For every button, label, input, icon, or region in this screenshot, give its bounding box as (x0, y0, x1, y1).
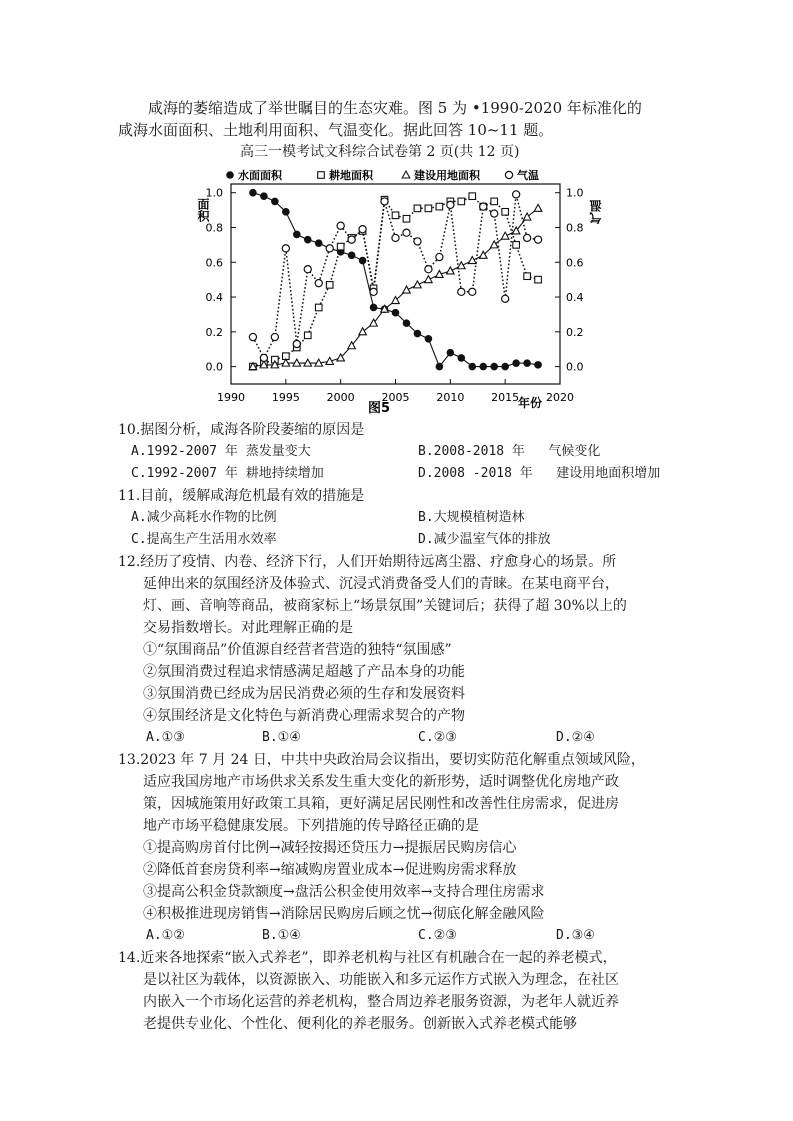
q10-option-c[interactable]: C.1992-2007 年 耕地持续增加 (131, 466, 324, 481)
data-point-temperature (260, 354, 267, 361)
q13-stem-line-2: 适应我国房地产市场供求关系发生重大变化的新形势，适时调整优化房地产政 (143, 774, 619, 790)
q12-option-b[interactable]: B.①④ (262, 730, 301, 745)
data-point-farmland-area (315, 304, 322, 311)
data-point-temperature (524, 234, 531, 241)
legend-marker-water-area (226, 171, 234, 179)
data-point-water-area (447, 349, 455, 357)
q13-stem-line-3: 策，因城施策用好政策工具箱，更好满足居民刚性和改善性住房需求，促进房 (143, 796, 619, 812)
legend-label-construction-land-area: 建设用地面积 (414, 169, 480, 182)
q10-option-b[interactable]: B.2008-2018 年 气候变化 (418, 444, 601, 459)
data-point-temperature (403, 229, 410, 236)
data-point-farmland-area (469, 193, 476, 200)
intro-line-1: 咸海的萎缩造成了举世瞩目的生态灾难。图 5 为 •1990-2020 年标准化的 (148, 99, 642, 117)
data-point-water-area (436, 363, 444, 371)
data-point-water-area (359, 257, 367, 265)
q12-stem-line-2: 延伸出来的氛围经济及体验式、沉浸式消费备受人们的青睐。在某电商平台， (143, 576, 619, 592)
x-tick-label: 2000 (326, 391, 355, 404)
data-point-water-area (315, 239, 323, 247)
y-left-tick-label: 0.2 (205, 325, 223, 339)
data-point-temperature (469, 288, 476, 295)
q13-stem-line-1: 13.2023 年 7 月 24 日，中共中央政治局会议指出，要切实防范化解重点领域风险， (118, 752, 645, 768)
data-point-temperature (534, 236, 541, 243)
data-point-water-area (468, 363, 476, 371)
data-point-temperature (304, 266, 311, 273)
legend-marker-temperature (505, 171, 512, 178)
q12-item-2: ②氛围消费过程追求情感满足超越了产品本身的功能 (143, 664, 465, 680)
q12-stem-line-3: 灯、画、音响等商品，被商家标上“场景氛围”关键词后；获得了超 30%以上的 (143, 598, 627, 614)
data-point-construction-land-area (458, 262, 466, 269)
data-point-farmland-area (403, 215, 410, 222)
x-tick-label: 1995 (271, 391, 300, 404)
y-left-tick-label: 0.0 (205, 360, 223, 374)
data-point-construction-land-area (414, 281, 422, 288)
q13-item-2: ②降低首套房贷利率→缩减购房置业成本→促进购房需求释放 (143, 862, 517, 878)
data-point-temperature (425, 266, 432, 273)
data-point-water-area (348, 252, 356, 260)
intro-line-2: 咸海水面面积、土地利用面积、气温变化。据此回答 10~11 题。 (118, 121, 554, 139)
data-point-temperature (392, 234, 399, 241)
data-point-water-area (304, 236, 312, 244)
legend-label-water-area: 水面面积 (238, 169, 282, 182)
q13-option-a[interactable]: A.①② (146, 928, 185, 943)
data-point-farmland-area (414, 205, 421, 212)
data-point-temperature (337, 222, 344, 229)
data-point-construction-land-area (501, 232, 509, 239)
y-left-tick-label: 1.0 (205, 186, 223, 200)
y-right-tick-label: 0.6 (566, 256, 584, 270)
data-point-temperature (359, 226, 366, 233)
data-point-water-area (249, 189, 257, 197)
y-left-tick-label: 0.6 (205, 256, 223, 270)
y-right-tick-label: 0.2 (566, 325, 584, 339)
data-point-water-area (501, 363, 509, 371)
data-point-water-area (392, 309, 400, 317)
x-axis-label: 年份 (518, 396, 543, 410)
y-right-tick-label: 0.8 (566, 221, 584, 235)
q11-option-a[interactable]: A.减少高耗水作物的比例 (131, 510, 277, 525)
data-point-farmland-area (458, 198, 465, 205)
data-point-construction-land-area (490, 241, 498, 248)
data-point-farmland-area (502, 209, 509, 216)
data-point-temperature (282, 245, 289, 252)
data-point-water-area (479, 363, 487, 371)
legend-marker-farmland-area (318, 172, 325, 179)
q10-option-d[interactable]: D.2008 -2018 年 建设用地面积增加 (418, 466, 661, 481)
data-point-water-area (370, 304, 378, 312)
data-point-temperature (458, 288, 465, 295)
data-point-water-area (403, 319, 411, 327)
q10-option-a[interactable]: A.1992-2007 年 蒸发量变大 (131, 444, 311, 459)
y-left-tick-label: 0.4 (205, 291, 223, 305)
data-point-construction-land-area (403, 286, 411, 293)
data-point-water-area (293, 231, 301, 239)
q12-item-3: ③氛围消费已经成为居民消费必须的生存和发展资料 (143, 686, 465, 702)
q10-stem: 10.据图分析，咸海各阶段萎缩的原因是 (118, 422, 365, 438)
data-point-temperature (271, 333, 278, 340)
legend-marker-construction-land-area (402, 171, 410, 178)
data-point-water-area (271, 198, 279, 206)
data-point-farmland-area (425, 205, 432, 212)
q13-option-c[interactable]: C.②③ (418, 928, 457, 943)
data-point-temperature (293, 340, 300, 347)
x-tick-label: 1990 (217, 391, 245, 404)
q12-option-d[interactable]: D.②④ (556, 730, 595, 745)
data-point-water-area (458, 354, 466, 362)
data-point-farmland-area (436, 203, 443, 210)
data-point-temperature (513, 191, 520, 198)
legend-label-temperature: 气温 (517, 169, 539, 182)
x-tick-label: 2015 (491, 391, 520, 404)
data-point-temperature (491, 210, 498, 217)
data-point-farmland-area (304, 332, 311, 339)
figure-5-chart (0, 160, 793, 422)
data-point-temperature (502, 295, 509, 302)
data-point-water-area (512, 359, 520, 367)
data-point-farmland-area (535, 276, 542, 283)
q13-stem-line-4: 地产市场平稳健康发展。下列措施的传导路径正确的是 (143, 818, 479, 834)
q12-option-a[interactable]: A.①③ (146, 730, 185, 745)
data-point-temperature (326, 245, 333, 252)
x-tick-label: 2020 (546, 391, 574, 404)
page-header: 高三一模考试文科综合试卷第 2 页(共 12 页) (240, 144, 520, 160)
q12-item-4: ④氛围经济是文化特色与新消费心理需求契合的产物 (143, 708, 465, 724)
data-point-construction-land-area (425, 276, 433, 283)
data-point-temperature (414, 238, 421, 245)
data-point-farmland-area (513, 242, 520, 249)
data-point-water-area (425, 335, 433, 343)
q11-stem: 11.目前，缓解咸海危机最有效的措施是 (118, 488, 365, 504)
q12-stem-line-4: 交易指数增长。对此理解正确的是 (143, 620, 353, 636)
q11-option-d[interactable]: D.减少温室气体的排放 (418, 532, 551, 547)
data-point-temperature (315, 280, 322, 287)
q13-item-1: ①提高购房首付比例→减轻按揭还贷压力→提振居民购房信心 (143, 840, 517, 856)
q11-option-b[interactable]: B.大规模植树造林 (418, 510, 525, 525)
y-right-tick-label: 1.0 (566, 186, 584, 200)
y-axis-right-label: 气温 (589, 200, 603, 224)
x-tick-label: 2005 (381, 391, 410, 404)
q14-stem-line-2: 是以社区为载体，以资源嵌入、功能嵌入和多元运作方式嵌入为理念，在社区 (143, 972, 619, 988)
data-point-water-area (534, 361, 542, 369)
data-point-temperature (480, 203, 487, 210)
q13-item-3: ③提高公积金贷款额度→盘活公积金使用效率→支持合理住房需求 (143, 884, 545, 900)
data-point-water-area (490, 363, 498, 371)
data-point-farmland-area (491, 198, 498, 205)
data-point-water-area (414, 330, 422, 338)
q14-stem-line-1: 14.近来各地探索“嵌入式养老”，即养老机构与社区有机融合在一起的养老模式， (118, 950, 617, 966)
q12-item-1: ①“氛围商品”价值源自经营者营造的独特“氛围感” (143, 642, 452, 658)
data-point-temperature (370, 288, 377, 295)
data-point-farmland-area (337, 243, 344, 250)
y-right-tick-label: 0.4 (566, 291, 584, 305)
y-axis-left-label: 面积 (196, 198, 210, 222)
data-point-temperature (436, 253, 443, 260)
data-point-farmland-area (524, 273, 531, 280)
data-point-water-area (260, 192, 268, 200)
data-point-water-area (282, 208, 290, 216)
data-point-farmland-area (326, 282, 333, 289)
q12-option-c[interactable]: C.②③ (418, 730, 457, 745)
legend-label-farmland-area: 耕地面积 (329, 169, 373, 182)
data-point-temperature (348, 236, 355, 243)
y-right-tick-label: 0.0 (566, 360, 584, 374)
data-point-farmland-area (392, 212, 399, 219)
data-point-water-area (523, 359, 531, 367)
q13-item-4: ④积极推进现房销售→消除居民购房后顾之忧→彻底化解金融风险 (143, 906, 545, 922)
q12-stem-line-1: 12.经历了疫情、内卷、经济下行，人们开始期待远离尘嚣、疗愈身心的场景。所 (118, 554, 617, 570)
data-point-temperature (381, 198, 388, 205)
data-point-temperature (447, 201, 454, 208)
q13-option-b[interactable]: B.①④ (262, 928, 301, 943)
data-point-construction-land-area (359, 328, 367, 335)
q14-stem-line-4: 老提供专业化、个性化、便利化的养老服务。创新嵌入式养老模式能够 (143, 1016, 577, 1032)
data-point-construction-land-area (534, 204, 542, 211)
figure-caption: 图5 (368, 401, 391, 416)
data-point-construction-land-area (447, 267, 455, 274)
q14-stem-line-3: 内嵌入一个市场化运营的养老机构，整合周边养老服务资源，为老年人就近养 (143, 994, 619, 1010)
q11-option-c[interactable]: C.提高生产生活用水效率 (131, 532, 277, 547)
chart-legend (226, 168, 539, 182)
x-tick-label: 2010 (436, 391, 465, 404)
q13-option-d[interactable]: D.③④ (556, 928, 595, 943)
data-point-temperature (249, 333, 256, 340)
data-point-construction-land-area (523, 213, 531, 220)
data-point-construction-land-area (468, 257, 476, 264)
y-left-tick-label: 0.8 (205, 221, 223, 235)
